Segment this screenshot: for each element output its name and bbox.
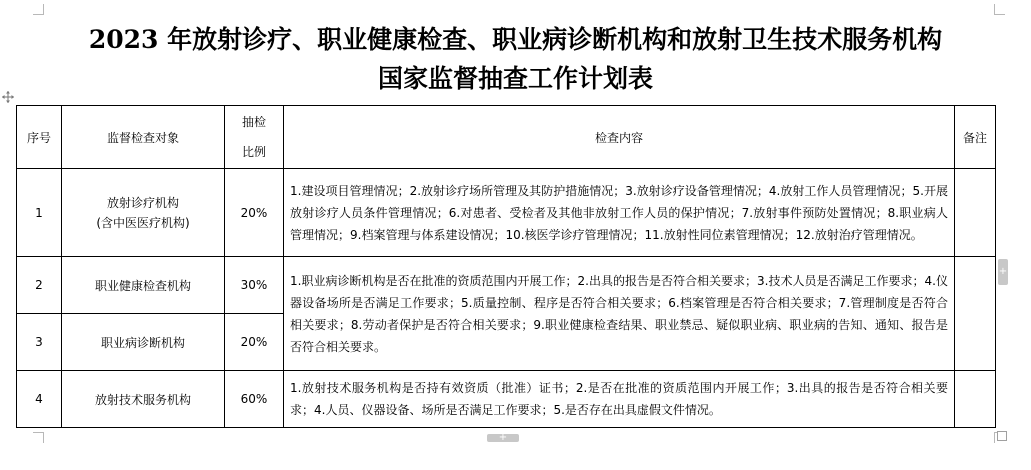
header-ratio-line-2: 比例 bbox=[241, 145, 266, 159]
row-4-object: 放射技术服务机构 bbox=[62, 371, 225, 428]
row-2-seq: 2 bbox=[17, 257, 62, 314]
column-resize-handle[interactable] bbox=[998, 259, 1008, 285]
row-3-object: 职业病诊断机构 bbox=[62, 314, 225, 371]
table-move-handle-icon[interactable] bbox=[2, 91, 14, 103]
row-1-object-line-2: (含中医医疗机构) bbox=[96, 215, 190, 230]
row-2-object: 职业健康检查机构 bbox=[62, 257, 225, 314]
row-4-ratio: 60% bbox=[225, 371, 284, 428]
row-3-seq: 3 bbox=[17, 314, 62, 371]
header-object: 监督检查对象 bbox=[62, 106, 225, 169]
header-ratio-line-1: 抽检 bbox=[241, 115, 266, 129]
row-1-seq: 1 bbox=[17, 169, 62, 257]
table-resize-handle-icon[interactable] bbox=[997, 431, 1007, 441]
row-1-object bbox=[62, 169, 225, 257]
row-2-3-remark bbox=[955, 257, 996, 371]
row-1-remark bbox=[955, 169, 996, 257]
row-4-content: 1.放射技术服务机构是否持有效资质（批准）证书；2.是否在批准的资质范围内开展工作；3.出具的报告是否符合相关要求；4.人员、仪器设备、场所是否满足工作要求；5.是否存在出具虚假文件情况。 bbox=[284, 371, 955, 428]
table-row bbox=[17, 257, 996, 314]
row-3-ratio: 20% bbox=[225, 314, 284, 371]
page-corner-mark-bottom-left bbox=[33, 432, 44, 443]
page-corner-mark-top-left bbox=[33, 4, 44, 15]
header-ratio bbox=[225, 106, 284, 169]
row-4-remark bbox=[955, 371, 996, 428]
page-corner-mark-top-right bbox=[994, 4, 1005, 15]
row-1-object-line-1: 放射诊疗机构 bbox=[106, 195, 179, 210]
header-seq: 序号 bbox=[17, 106, 62, 169]
row-2-3-content: 1.职业病诊断机构是否在批准的资质范围内开展工作；2.出具的报告是否符合相关要求；3.技术人员是否满足工作要求；4.仪器设备场所是否满足工作要求；5.质量控制、程序是否符合相关要求；6.档案管理是否符合相关要求；7.管理制度是否符合相关要求；8.劳动者保护是否符合相关要求；9.职业健康检查结果、职业禁忌、疑似职业病、职业病的告知、通知、报告是否符合相关要求。 bbox=[284, 257, 955, 371]
document-title-line-1: 2023 年放射诊疗、职业健康检查、职业病诊断机构和放射卫生技术服务机构 bbox=[88, 25, 943, 54]
header-content: 检查内容 bbox=[284, 106, 955, 169]
table-row bbox=[17, 169, 996, 257]
document-title-line-2: 国家监督抽查工作计划表 bbox=[377, 64, 653, 93]
table-row bbox=[17, 371, 996, 428]
table-header-row bbox=[17, 106, 996, 169]
row-4-seq: 4 bbox=[17, 371, 62, 428]
row-2-ratio: 30% bbox=[225, 257, 284, 314]
row-1-ratio: 20% bbox=[225, 169, 284, 257]
add-column-icon: + bbox=[998, 266, 1008, 277]
header-remark: 备注 bbox=[955, 106, 996, 169]
row-resize-handle[interactable] bbox=[487, 434, 519, 442]
row-1-content: 1.建设项目管理情况；2.放射诊疗场所管理及其防护措施情况；3.放射诊疗设备管理情况；4.放射工作人员管理情况；5.开展放射诊疗人员条件管理情况；6.对患者、受检者及其他非放射工作人员的保护情况；7.放射事件预防处置情况；8.职业病人管理情况；9.档案管理与体系建设情况；10.核医学诊疗管理情况；11.放射性同位素管理情况；12.放射治疗管理情况。 bbox=[284, 169, 955, 257]
add-row-icon: + bbox=[498, 432, 508, 443]
inspection-plan-table bbox=[16, 105, 996, 428]
